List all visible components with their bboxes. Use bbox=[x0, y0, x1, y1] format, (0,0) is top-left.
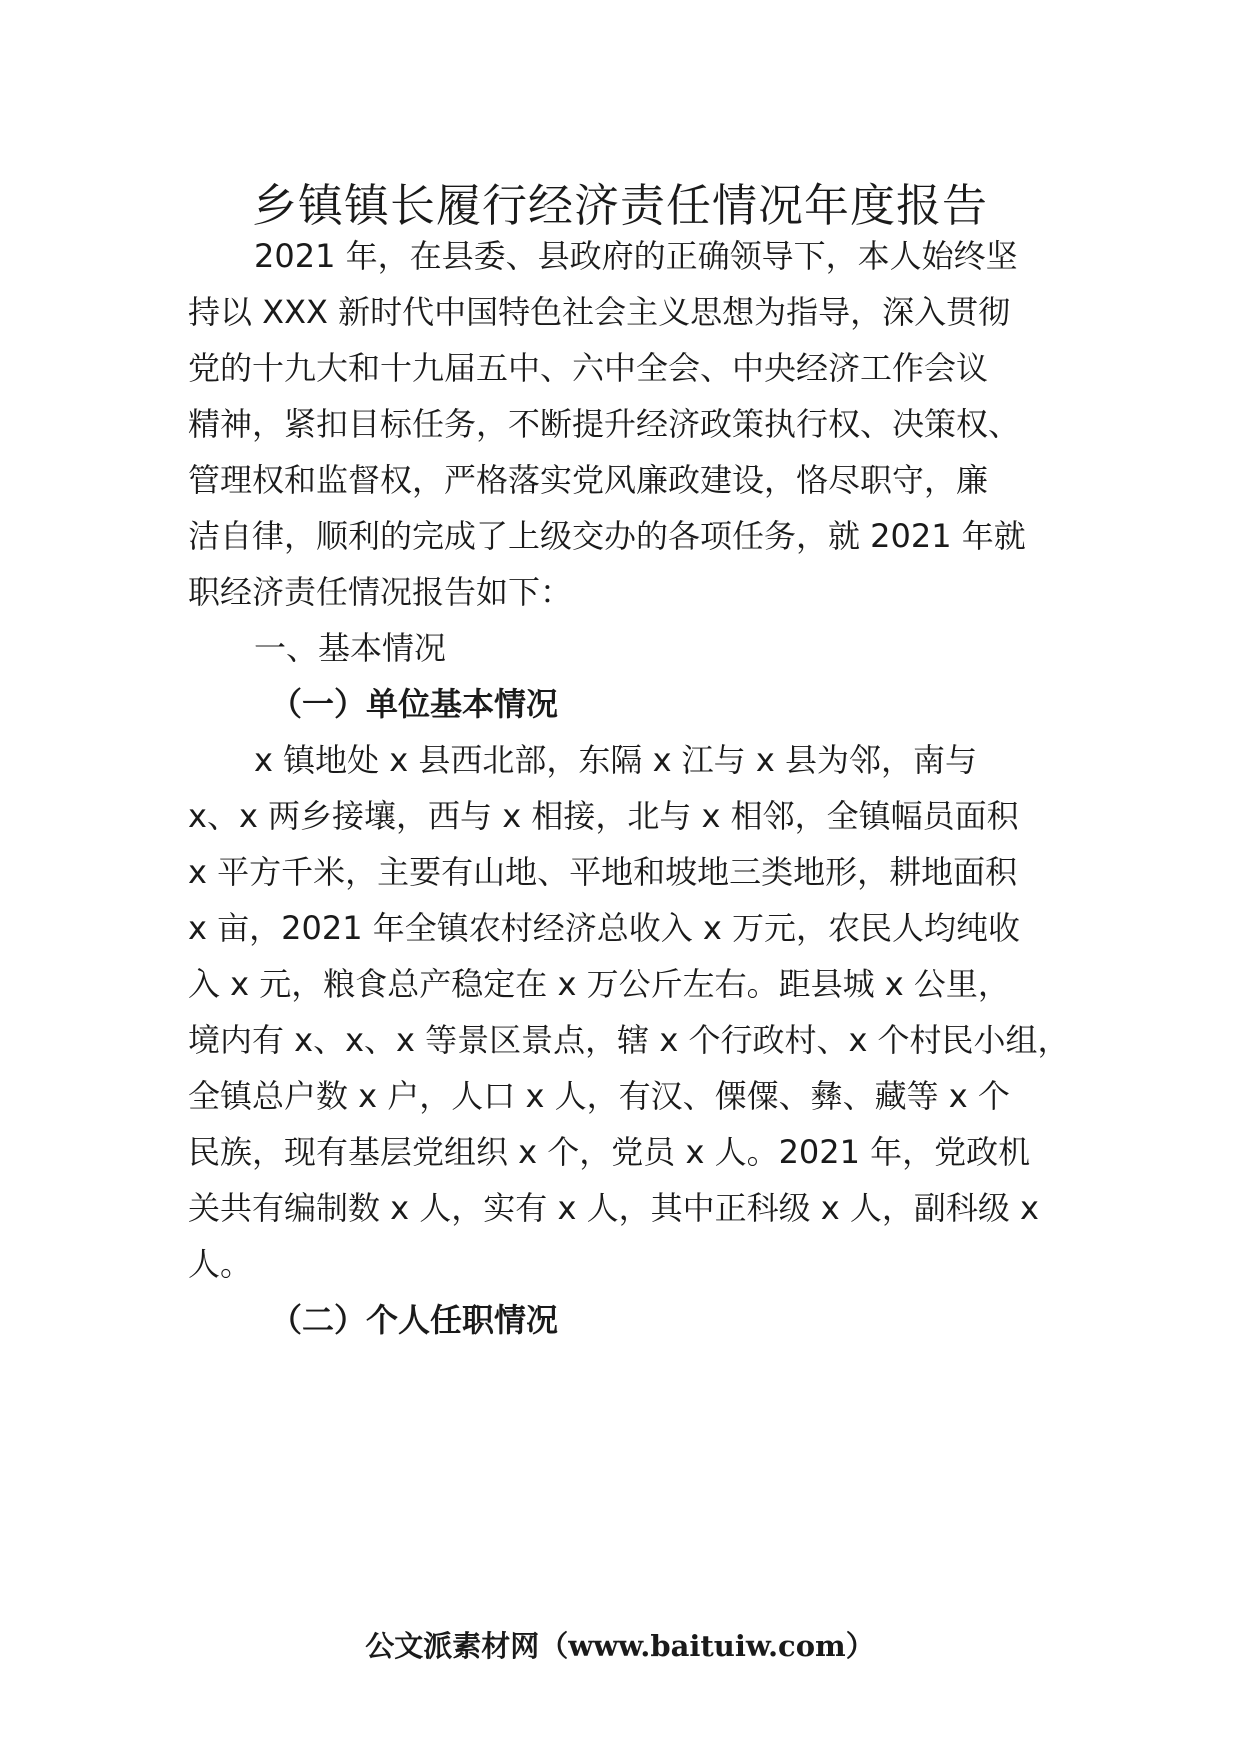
section-heading: 一、基本情况 bbox=[254, 629, 447, 667]
subsection-heading: （一）单位基本情况 bbox=[270, 685, 559, 723]
paragraph-line: 境内有 x、x、x 等景区景点，辖 x 个行政村、x 个村民小组， bbox=[188, 1021, 1070, 1059]
paragraph-line: 持以 XXX 新时代中国特色社会主义思想为指导，深入贯彻 bbox=[188, 293, 1011, 331]
paragraph-line: 2021 年，在县委、县政府的正确领导下，本人始终坚 bbox=[254, 237, 1018, 275]
paragraph-line: 关共有编制数 x 人，实有 x 人，其中正科级 x 人，副科级 x bbox=[188, 1189, 1039, 1227]
paragraph-line: 人。 bbox=[188, 1245, 253, 1283]
paragraph-line: x、x 两乡接壤，西与 x 相接，北与 x 相邻，全镇幅员面积 bbox=[188, 797, 1019, 835]
paragraph-line: 党的十九大和十九届五中、六中全会、中央经济工作会议 bbox=[188, 349, 989, 387]
paragraph-line: x 亩，2021 年全镇农村经济总收入 x 万元，农民人均纯收 bbox=[188, 909, 1021, 947]
paragraph-line: 民族，现有基层党组织 x 个，党员 x 人。2021 年，党政机 bbox=[188, 1133, 1031, 1171]
subsection-heading: （二）个人任职情况 bbox=[270, 1301, 559, 1339]
paragraph-line: 精神，紧扣目标任务，不断提升经济政策执行权、决策权、 bbox=[188, 405, 1021, 443]
paragraph-line: 入 x 元，粮食总产稳定在 x 万公斤左右。距县城 x 公里， bbox=[188, 965, 1010, 1003]
paragraph-line: 职经济责任情况报告如下： bbox=[188, 573, 573, 611]
paragraph-line: 管理权和监督权，严格落实党风廉政建设，恪尽职守，廉 bbox=[188, 461, 989, 499]
paragraph-line: 洁自律，顺利的完成了上级交办的各项任务，就 2021 年就 bbox=[188, 517, 1026, 555]
document-title: 乡镇镇长履行经济责任情况年度报告 bbox=[251, 179, 988, 232]
paragraph-line: 全镇总户数 x 户，人口 x 人，有汉、傈僳、彝、藏等 x 个 bbox=[188, 1077, 1010, 1115]
paragraph-line: x 平方千米，主要有山地、平地和坡地三类地形，耕地面积 bbox=[188, 853, 1018, 891]
paragraph-line: x 镇地处 x 县西北部，东隔 x 江与 x 县为邻，南与 bbox=[254, 741, 977, 779]
footer-watermark-text: 公文派素材网（www.baituiw.com） bbox=[365, 1629, 875, 1663]
